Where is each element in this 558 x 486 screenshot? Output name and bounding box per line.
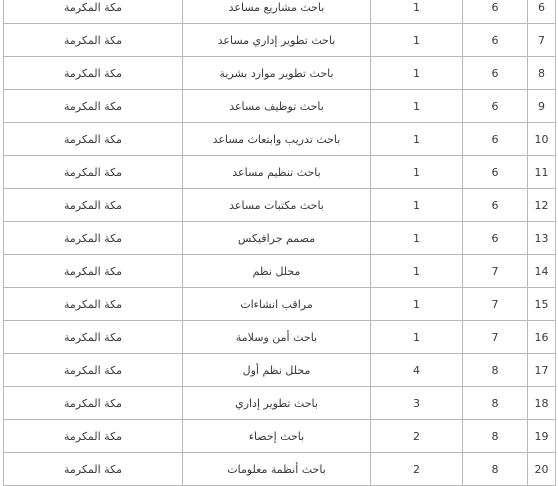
vacancy-count-cell: 3 [371,387,463,420]
row-number-cell: 6 [528,0,556,24]
table-row [4,57,556,90]
grade-cell: 6 [463,189,528,222]
city-cell: مكة المكرمة [4,90,183,123]
table-row [4,387,556,420]
city-cell: مكة المكرمة [4,387,183,420]
job-title-cell: باحث إحصاء [183,420,371,453]
city-cell: مكة المكرمة [4,189,183,222]
table-row [4,156,556,189]
vacancy-count-cell: 4 [371,354,463,387]
grade-cell: 7 [463,321,528,354]
vacancy-count-cell: 1 [371,24,463,57]
city-cell: مكة المكرمة [4,156,183,189]
jobs-table [3,0,556,486]
table-row [4,0,556,24]
city-cell: مكة المكرمة [4,57,183,90]
city-cell: مكة المكرمة [4,24,183,57]
row-number-cell: 9 [528,90,556,123]
job-title-cell: باحث تنظيم مساعد [183,156,371,189]
vacancy-count-cell: 1 [371,288,463,321]
grade-cell: 7 [463,255,528,288]
table-row [4,123,556,156]
city-cell: مكة المكرمة [4,321,183,354]
city-cell: مكة المكرمة [4,288,183,321]
grade-cell: 6 [463,123,528,156]
vacancy-count-cell: 1 [371,321,463,354]
table-row [4,321,556,354]
grade-cell: 8 [463,420,528,453]
row-number-cell: 7 [528,24,556,57]
job-title-cell: باحث أنظمة معلومات [183,453,371,486]
row-number-cell: 14 [528,255,556,288]
job-title-cell: باحث مكتبات مساعد [183,189,371,222]
grade-cell: 6 [463,222,528,255]
vacancy-count-cell: 1 [371,255,463,288]
table-row [4,420,556,453]
job-title-cell: باحث تطوير إداري [183,387,371,420]
row-number-cell: 15 [528,288,556,321]
row-number-cell: 20 [528,453,556,486]
job-title-cell: باحث تدريب وابتعاث مساعد [183,123,371,156]
job-title-cell: مصمم جرافيكس [183,222,371,255]
vacancy-count-cell: 1 [371,222,463,255]
vacancy-count-cell: 1 [371,0,463,24]
row-number-cell: 12 [528,189,556,222]
job-title-cell: محلل نظم [183,255,371,288]
row-number-cell: 13 [528,222,556,255]
table-row [4,453,556,486]
vacancy-count-cell: 1 [371,189,463,222]
jobs-table-body [4,0,556,486]
city-cell: مكة المكرمة [4,222,183,255]
job-title-cell: باحث أمن وسلامة [183,321,371,354]
grade-cell: 8 [463,354,528,387]
grade-cell: 6 [463,0,528,24]
job-title-cell: باحث مشاريع مساعد [183,0,371,24]
grade-cell: 7 [463,288,528,321]
job-title-cell: باحث توظيف مساعد [183,90,371,123]
vacancy-count-cell: 2 [371,420,463,453]
vacancy-count-cell: 2 [371,453,463,486]
table-row [4,255,556,288]
table-row [4,189,556,222]
grade-cell: 6 [463,24,528,57]
city-cell: مكة المكرمة [4,420,183,453]
vacancy-count-cell: 1 [371,123,463,156]
job-title-cell: باحث تطوير إداري مساعد [183,24,371,57]
city-cell: مكة المكرمة [4,453,183,486]
grade-cell: 8 [463,453,528,486]
grade-cell: 6 [463,57,528,90]
grade-cell: 8 [463,387,528,420]
vacancy-count-cell: 1 [371,156,463,189]
row-number-cell: 10 [528,123,556,156]
row-number-cell: 8 [528,57,556,90]
row-number-cell: 11 [528,156,556,189]
city-cell: مكة المكرمة [4,123,183,156]
row-number-cell: 16 [528,321,556,354]
city-cell: مكة المكرمة [4,354,183,387]
row-number-cell: 19 [528,420,556,453]
job-title-cell: باحث تطوير موارد بشرية [183,57,371,90]
table-row [4,90,556,123]
job-title-cell: مراقب انشاءات [183,288,371,321]
table-row [4,354,556,387]
job-title-cell: محلل نظم أول [183,354,371,387]
vacancy-count-cell: 1 [371,57,463,90]
table-row [4,24,556,57]
grade-cell: 6 [463,90,528,123]
city-cell: مكة المكرمة [4,255,183,288]
row-number-cell: 18 [528,387,556,420]
table-row [4,222,556,255]
vacancy-count-cell: 1 [371,90,463,123]
city-cell: مكة المكرمة [4,0,183,24]
table-row [4,288,556,321]
row-number-cell: 17 [528,354,556,387]
grade-cell: 6 [463,156,528,189]
